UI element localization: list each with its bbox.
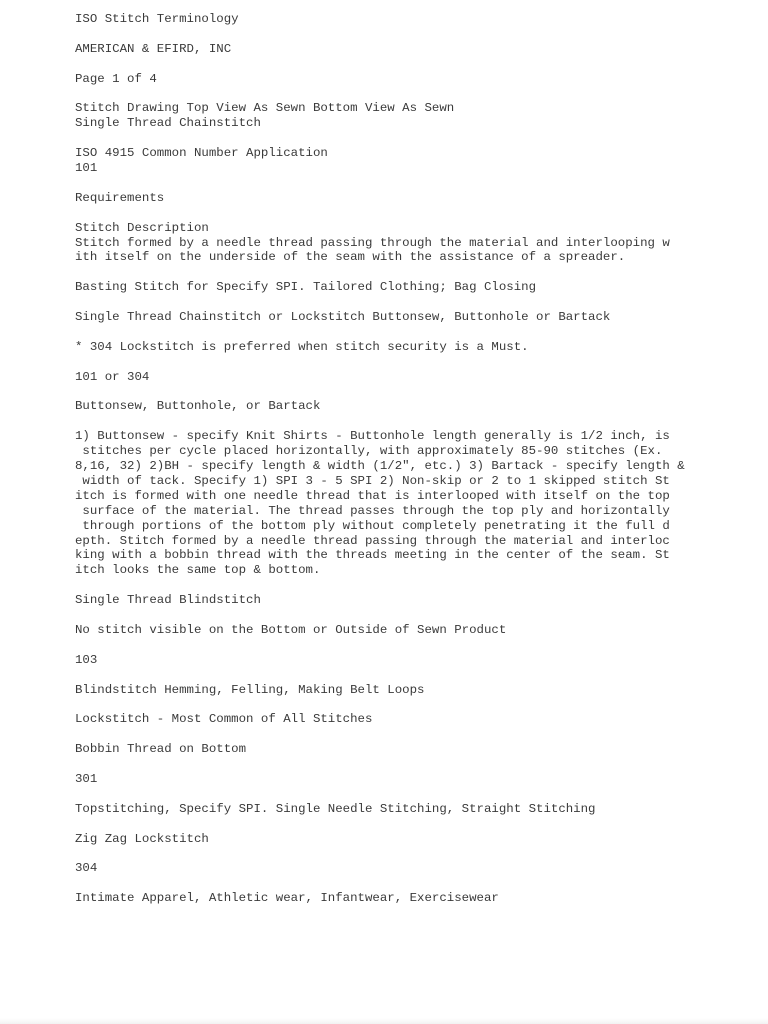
text-line: 301	[75, 771, 98, 786]
text-line: Intimate Apparel, Athletic wear, Infantwear, Exercisewear	[75, 891, 499, 906]
paragraph	[75, 593, 755, 608]
paragraph	[75, 832, 755, 847]
paragraph	[75, 712, 755, 727]
text-line: ISO Stitch Terminology	[75, 12, 239, 26]
paragraph	[75, 802, 755, 817]
text-line: 8,16, 32) 2)BH - specify length & width (1/2", etc.) 3) Bartack - specify length &	[75, 459, 685, 473]
paragraph	[75, 42, 755, 57]
paragraph	[75, 310, 755, 325]
text-line: Stitch formed by a needle thread passing through the material and interlooping w	[75, 235, 670, 250]
paragraph	[75, 146, 755, 176]
text-line: Page 1 of 4	[75, 71, 157, 86]
text-line: Single Thread Blindstitch	[75, 593, 261, 608]
paragraph	[75, 340, 755, 355]
text-line: epth. Stitch formed by a needle thread passing through the material and interloc	[75, 533, 670, 548]
paragraph	[75, 891, 755, 906]
text-line: itch is formed with one needle thread that is interlooped with itself on the top	[75, 488, 670, 503]
text-line: Bobbin Thread on Bottom	[75, 742, 247, 757]
text-line: through portions of the bottom ply without completely penetrating it the full d	[75, 518, 670, 533]
paragraph	[75, 72, 755, 87]
text-line: 304	[75, 861, 98, 876]
paragraph	[75, 683, 755, 698]
text-line: Buttonsew, Buttonhole, or Bartack	[75, 399, 321, 414]
paragraph	[75, 429, 755, 578]
text-line: ith itself on the underside of the seam with the assistance of a spreader.	[75, 250, 626, 265]
text-line: ISO 4915 Common Number Application	[75, 146, 328, 161]
text-line: Topstitching, Specify SPI. Single Needle Stitching, Straight Stitching	[75, 801, 596, 816]
paragraph	[75, 653, 755, 668]
text-line: king with a bobbin thread with the threads meeting in the center of the seam. St	[75, 548, 670, 563]
document-body	[75, 12, 755, 921]
text-line: Requirements	[75, 190, 165, 205]
page-bottom-edge	[0, 1018, 768, 1024]
text-line: Single Thread Chainstitch or Lockstitch Buttonsew, Buttonhole or Bartack	[75, 310, 611, 324]
text-line: Lockstitch - Most Common of All Stitches	[75, 712, 373, 727]
paragraph	[75, 221, 755, 266]
text-line: itch looks the same top & bottom.	[75, 563, 321, 578]
paragraph	[75, 12, 755, 27]
text-line: 101 or 304	[75, 369, 150, 384]
paragraph	[75, 772, 755, 787]
text-line: 103	[75, 652, 98, 667]
text-line: Single Thread Chainstitch	[75, 116, 261, 131]
text-line: stitches per cycle placed horizontally, with approximately 85-90 stitches (Ex.	[75, 444, 663, 459]
text-line: * 304 Lockstitch is preferred when stitch security is a Must.	[75, 339, 529, 354]
paragraph	[75, 191, 755, 206]
text-line: surface of the material. The thread passes through the top ply and horizontally	[75, 503, 670, 518]
text-line: Basting Stitch for Specify SPI. Tailored Clothing; Bag Closing	[75, 280, 537, 295]
paragraph	[75, 742, 755, 757]
text-line: Blindstitch Hemming, Felling, Making Belt Loops	[75, 682, 425, 697]
paragraph	[75, 101, 755, 131]
text-line: 1) Buttonsew - specify Knit Shirts - Buttonhole length generally is 1/2 inch, is	[75, 429, 670, 444]
paragraph	[75, 399, 755, 414]
paragraph	[75, 623, 755, 638]
text-line: Zig Zag Lockstitch	[75, 831, 209, 846]
paragraph	[75, 280, 755, 295]
paragraph	[75, 370, 755, 385]
text-line: AMERICAN & EFIRD, INC	[75, 41, 232, 56]
text-line: 101	[75, 161, 98, 175]
text-line: Stitch Drawing Top View As Sewn Bottom View As Sewn	[75, 101, 455, 116]
text-line: No stitch visible on the Bottom or Outside of Sewn Product	[75, 622, 507, 637]
text-line: Stitch Description	[75, 220, 209, 235]
paragraph	[75, 861, 755, 876]
text-line: width of tack. Specify 1) SPI 3 - 5 SPI 2) Non-skip or 2 to 1 skipped stitch St	[75, 473, 670, 488]
